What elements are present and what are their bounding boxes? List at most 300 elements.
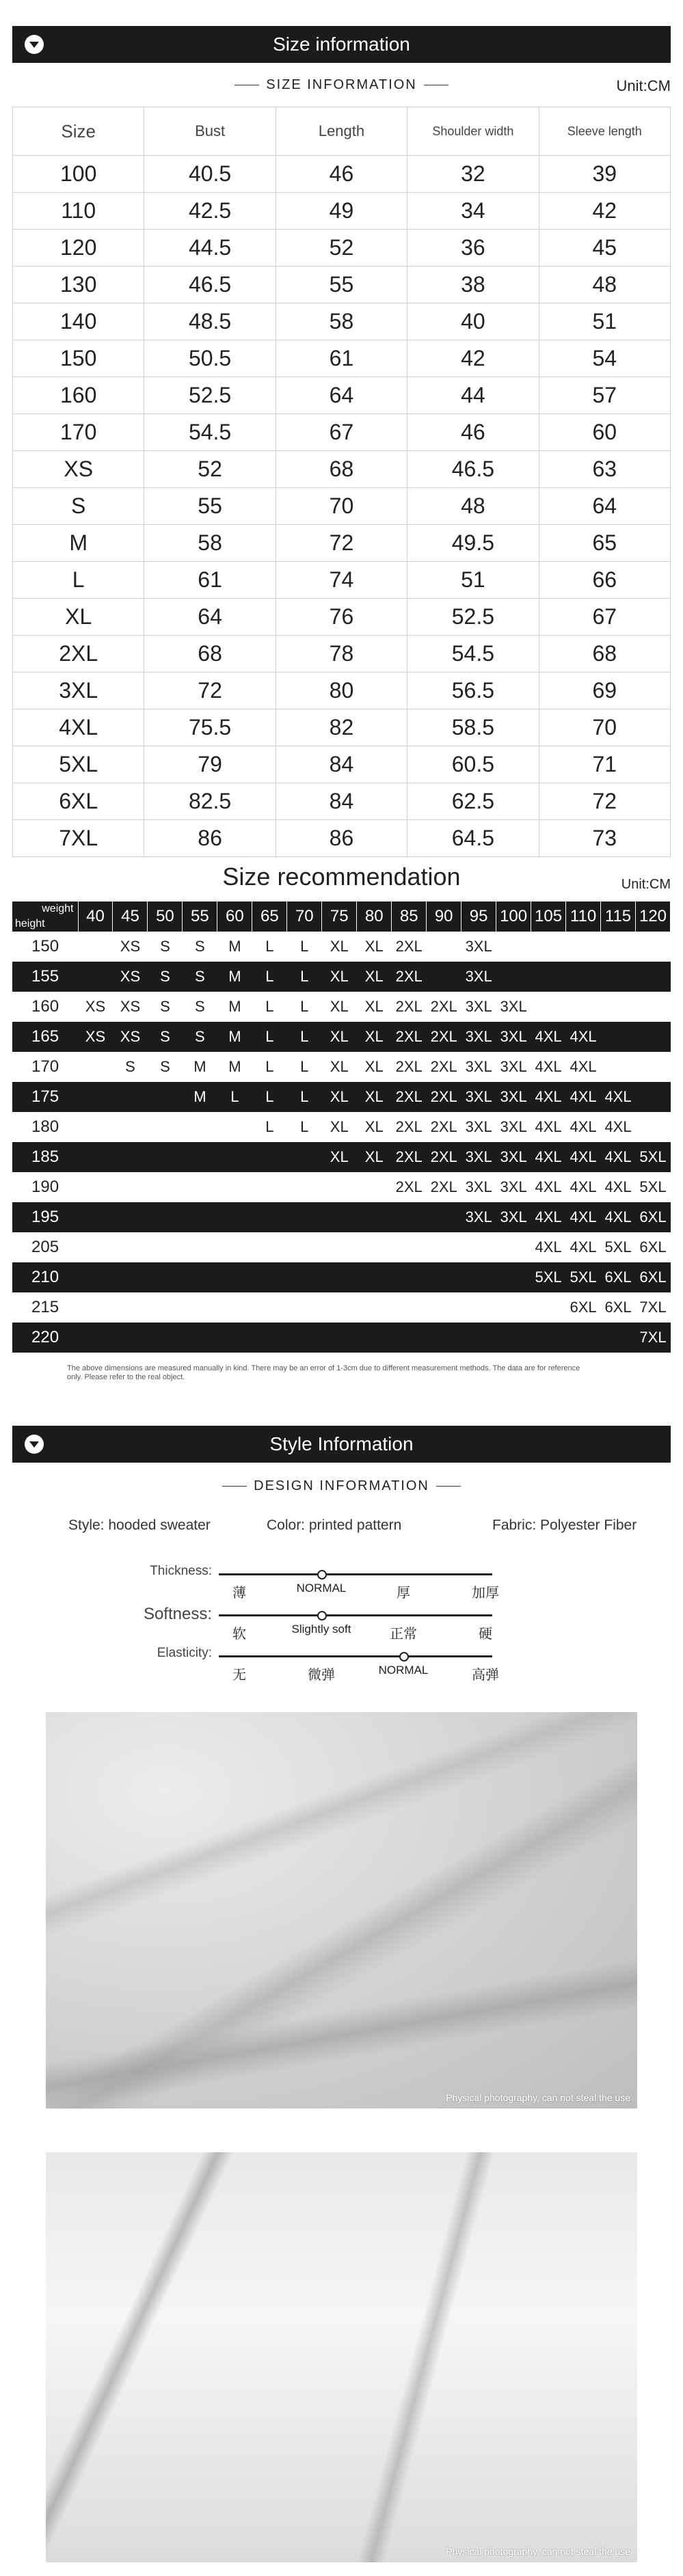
table-row (12, 1292, 671, 1323)
table-cell: 49.5 (407, 525, 539, 562)
size-cell (357, 1202, 392, 1232)
table-cell: 78 (276, 636, 407, 673)
size-cell: 2XL (395, 1178, 423, 1195)
table-cell: 42 (407, 340, 539, 377)
size-cell (148, 1262, 183, 1292)
table-cell: 170 (13, 414, 144, 451)
table-cell: 68 (539, 636, 670, 673)
table-cell: 61 (144, 562, 276, 599)
size-cell: 2XL (392, 1142, 427, 1172)
size-cell (601, 932, 636, 962)
table-cell: 50.5 (144, 340, 276, 377)
table-cell: 64 (144, 599, 276, 636)
table-row (12, 1232, 671, 1262)
size-cell: 3XL (461, 1202, 496, 1232)
scale-option: 薄 (232, 1586, 246, 1601)
size-recommendation-title: Size recommendation (222, 863, 461, 891)
corner-cell (12, 901, 78, 932)
size-cell (636, 1112, 671, 1142)
size-cell (287, 1172, 322, 1202)
size-cell (183, 1172, 217, 1202)
size-cell: S (195, 998, 205, 1015)
table-cell: 150 (13, 340, 144, 377)
size-cell: 2XL (430, 1058, 457, 1075)
table-cell: 120 (13, 230, 144, 267)
size-cell (148, 1202, 183, 1232)
table-row (13, 525, 671, 562)
table-cell: 51 (539, 303, 670, 340)
size-cell: 3XL (500, 1118, 527, 1135)
height-cell: 210 (12, 1262, 78, 1292)
table-cell: 2XL (13, 636, 144, 673)
size-cell (392, 1262, 427, 1292)
size-cell (287, 1292, 322, 1323)
size-cell (148, 1292, 183, 1323)
table-cell: 54.5 (407, 636, 539, 673)
size-cell (113, 1172, 148, 1202)
size-cell: 4XL (566, 1022, 601, 1052)
size-cell: 3XL (461, 1022, 496, 1052)
size-cell: XL (322, 962, 357, 992)
weight-header: 90 (427, 901, 461, 932)
size-cell: 6XL (636, 1262, 671, 1292)
size-cell: 4XL (531, 1202, 566, 1232)
size-cell (78, 1262, 113, 1292)
size-cell: XL (364, 1058, 384, 1075)
size-cell (148, 1172, 183, 1202)
size-cell (183, 1232, 217, 1262)
size-cell: 4XL (531, 1142, 566, 1172)
table-row (12, 1052, 671, 1082)
table-cell: 5XL (13, 746, 144, 783)
table-row (12, 1112, 671, 1142)
size-cell: L (252, 1022, 287, 1052)
size-cell: 6XL (604, 1299, 632, 1316)
table-cell: 48.5 (144, 303, 276, 340)
size-cell: S (195, 938, 205, 955)
table-cell: 70 (276, 488, 407, 525)
table-cell: 45 (539, 230, 670, 267)
size-cell (601, 1022, 636, 1052)
size-cell (601, 1052, 636, 1082)
table-cell: 40 (407, 303, 539, 340)
size-cell: S (160, 938, 170, 955)
scale-option: 硬 (479, 1627, 492, 1642)
size-cell: 4XL (601, 1082, 636, 1112)
size-cell (427, 1232, 461, 1262)
size-cell (461, 1292, 496, 1323)
size-cell: 3XL (496, 1142, 531, 1172)
table-cell: 58 (276, 303, 407, 340)
size-cell (531, 962, 566, 992)
size-cell (566, 962, 601, 992)
table-cell: 72 (276, 525, 407, 562)
size-cell (392, 1232, 427, 1262)
size-cell: 6XL (636, 1202, 671, 1232)
size-cell (252, 1323, 287, 1353)
size-cell: L (265, 938, 274, 955)
scale-line (219, 1655, 492, 1657)
table-cell: 79 (144, 746, 276, 783)
table-row (12, 1082, 671, 1112)
table-cell: 65 (539, 525, 670, 562)
table-cell: 58 (144, 525, 276, 562)
size-cell (148, 1082, 183, 1112)
style-info-title: Style Information (269, 1433, 414, 1454)
size-cell (78, 1292, 113, 1323)
size-cell (113, 1323, 148, 1353)
size-cell (322, 1232, 357, 1262)
size-table-header (13, 107, 671, 156)
table-cell: 110 (13, 193, 144, 230)
size-cell: 6XL (570, 1299, 597, 1316)
size-cell (496, 932, 531, 962)
height-cell: 150 (31, 937, 59, 955)
scale-option: 无 (232, 1668, 246, 1683)
column-header: Bust (144, 107, 276, 156)
size-cell (427, 932, 461, 962)
size-info-subheading: SIZE INFORMATION (0, 77, 683, 93)
size-cell: 4XL (570, 1238, 597, 1256)
height-cell: 165 (12, 1022, 78, 1052)
size-cell (636, 1022, 671, 1052)
table-cell: 60.5 (407, 746, 539, 783)
size-cell (287, 1232, 322, 1262)
size-cell: 5XL (639, 1178, 667, 1195)
size-cell (601, 1323, 636, 1353)
size-cell (601, 992, 636, 1022)
table-row (12, 1323, 671, 1353)
table-cell: 62.5 (407, 783, 539, 820)
size-cell (113, 1082, 148, 1112)
table-row (13, 156, 671, 193)
table-row (13, 451, 671, 488)
scale-option: 软 (232, 1627, 246, 1642)
table-cell: 71 (539, 746, 670, 783)
size-cell (287, 1323, 322, 1353)
size-cell (183, 1202, 217, 1232)
photo-caption: Physical photography, can not steal the use (446, 2546, 630, 2557)
table-cell: 32 (407, 156, 539, 193)
table-cell: 68 (276, 451, 407, 488)
size-cell (287, 1142, 322, 1172)
table-row (13, 709, 671, 746)
size-cell (217, 1323, 252, 1353)
table-cell: 100 (13, 156, 144, 193)
column-header: Size (13, 107, 144, 156)
size-cell (601, 962, 636, 992)
size-cell: 3XL (461, 1142, 496, 1172)
table-cell: 52.5 (144, 377, 276, 414)
size-cell (392, 1323, 427, 1353)
table-cell: 130 (13, 267, 144, 303)
size-table (12, 107, 671, 857)
size-cell: 5XL (604, 1238, 632, 1256)
size-cell: S (125, 1058, 135, 1075)
size-cell (461, 1232, 496, 1262)
size-cell: 2XL (392, 1022, 427, 1052)
size-cell (496, 1323, 531, 1353)
fabric-text: Fabric: Polyester Fiber (492, 1517, 637, 1533)
size-cell (566, 932, 601, 962)
weight-header: 95 (461, 901, 496, 932)
size-cell (357, 1172, 392, 1202)
size-cell (636, 992, 671, 1022)
size-cell: 7XL (636, 1323, 671, 1353)
size-cell (636, 1052, 671, 1082)
table-cell: 67 (539, 599, 670, 636)
scale-option: 厚 (397, 1586, 410, 1601)
table-cell: 48 (539, 267, 670, 303)
table-cell: 64 (276, 377, 407, 414)
weight-header: 70 (287, 901, 322, 932)
size-cell (427, 1262, 461, 1292)
scale-line (219, 1573, 492, 1575)
size-cell: 6XL (601, 1262, 636, 1292)
table-cell: 51 (407, 562, 539, 599)
size-cell: 3XL (465, 1058, 492, 1075)
column-header: Length (276, 107, 407, 156)
table-row (13, 193, 671, 230)
table-cell: 46 (407, 414, 539, 451)
table-cell: 64.5 (407, 820, 539, 857)
table-row (13, 562, 671, 599)
table-cell: XL (13, 599, 144, 636)
size-cell: 4XL (566, 1142, 601, 1172)
color-text: Color: printed pattern (267, 1517, 402, 1533)
table-cell: 86 (144, 820, 276, 857)
size-cell (252, 1172, 287, 1202)
table-cell: 58.5 (407, 709, 539, 746)
height-label: height (15, 918, 45, 930)
height-cell: 190 (31, 1178, 59, 1196)
table-cell: 68 (144, 636, 276, 673)
table-cell: 67 (276, 414, 407, 451)
size-cell (78, 932, 113, 962)
size-cell (78, 1082, 113, 1112)
table-row (13, 820, 671, 857)
table-cell: 74 (276, 562, 407, 599)
size-cell (322, 1292, 357, 1323)
weight-header: 120 (636, 901, 671, 932)
size-cell: 4XL (535, 1178, 562, 1195)
table-cell: 61 (276, 340, 407, 377)
size-cell (183, 1112, 217, 1142)
size-cell: 4XL (570, 1058, 597, 1075)
size-cell: 4XL (535, 1118, 562, 1135)
style-text: Style: hooded sweater (68, 1517, 211, 1533)
weight-header: 85 (392, 901, 427, 932)
table-cell: 52 (144, 451, 276, 488)
size-cell (531, 992, 566, 1022)
table-row (13, 267, 671, 303)
table-cell: XS (13, 451, 144, 488)
size-cell: 6XL (639, 1238, 667, 1256)
size-cell (78, 1323, 113, 1353)
table-row (12, 992, 671, 1022)
table-cell: 80 (276, 673, 407, 709)
size-cell: XL (322, 1142, 357, 1172)
size-cell (113, 1142, 148, 1172)
size-cell: 4XL (535, 1238, 562, 1256)
table-cell: 55 (144, 488, 276, 525)
size-cell (357, 1232, 392, 1262)
size-cell (322, 1172, 357, 1202)
height-cell: 170 (31, 1057, 59, 1076)
scale-label: Thickness: (150, 1564, 212, 1578)
table-cell: 54.5 (144, 414, 276, 451)
size-cell: S (160, 1058, 170, 1075)
table-cell: 39 (539, 156, 670, 193)
size-cell: 3XL (465, 938, 492, 955)
size-cell: 2XL (395, 998, 423, 1015)
size-cell: XL (357, 1082, 392, 1112)
size-cell: 4XL (570, 1178, 597, 1195)
table-cell: 49 (276, 193, 407, 230)
table-row (12, 1022, 671, 1052)
weight-header: 65 (252, 901, 287, 932)
size-cell: 2XL (430, 1178, 457, 1195)
size-cell: 5XL (566, 1262, 601, 1292)
table-cell: 76 (276, 599, 407, 636)
measurement-note: The above dimensions are measured manually in kind. There may be an error of 1-3cm due to different measurement methods. The data are for reference only. Please refer to the real object. (67, 1364, 580, 1381)
table-cell: 3XL (13, 673, 144, 709)
scale-label: Softness: (143, 1605, 212, 1623)
size-cell (322, 1202, 357, 1232)
size-cell: 3XL (496, 1022, 531, 1052)
height-cell: 160 (31, 997, 59, 1016)
size-cell (427, 1202, 461, 1232)
size-cell: 2XL (392, 1082, 427, 1112)
size-cell: 3XL (461, 1082, 496, 1112)
size-cell: 3XL (500, 998, 527, 1015)
weight-header: 55 (183, 901, 217, 932)
size-cell: 3XL (500, 1178, 527, 1195)
table-cell: 64 (539, 488, 670, 525)
size-cell: M (183, 1082, 217, 1112)
size-cell: 3XL (496, 1082, 531, 1112)
table-cell: 46.5 (144, 267, 276, 303)
size-cell: L (287, 962, 322, 992)
height-cell: 180 (31, 1117, 59, 1136)
table-cell: 84 (276, 746, 407, 783)
table-cell: 44 (407, 377, 539, 414)
size-cell (183, 1142, 217, 1172)
size-unit-label: Unit:CM (616, 77, 671, 94)
size-cell (357, 1292, 392, 1323)
table-cell: M (13, 525, 144, 562)
table-row (13, 673, 671, 709)
size-cell: XS (78, 1022, 113, 1052)
table-row (13, 340, 671, 377)
size-cell: XL (330, 1118, 349, 1135)
size-cell: L (300, 1118, 309, 1135)
fabric-photo (46, 2152, 637, 2562)
height-cell: 220 (12, 1323, 78, 1353)
size-cell: S (183, 1022, 217, 1052)
size-cell (287, 1262, 322, 1292)
table-row (13, 488, 671, 525)
size-cell: M (228, 1058, 241, 1075)
size-cell: M (217, 1022, 252, 1052)
scale-option: Slightly soft (291, 1623, 351, 1636)
table-cell: 44.5 (144, 230, 276, 267)
size-cell (113, 1292, 148, 1323)
size-cell: 4XL (531, 1082, 566, 1112)
table-cell: 34 (407, 193, 539, 230)
size-cell: XL (322, 1022, 357, 1052)
size-cell: 4XL (601, 1202, 636, 1232)
table-cell: 63 (539, 451, 670, 488)
size-cell (183, 1292, 217, 1323)
scale-option: 正常 (390, 1627, 417, 1642)
weight-header: 110 (566, 901, 601, 932)
table-cell: 54 (539, 340, 670, 377)
size-cell: M (193, 1058, 206, 1075)
table-cell: 72 (144, 673, 276, 709)
size-cell (287, 1202, 322, 1232)
size-cell (636, 932, 671, 962)
weight-header: 45 (113, 901, 148, 932)
size-cell (496, 1292, 531, 1323)
size-cell: XL (357, 1022, 392, 1052)
size-cell: L (265, 1118, 274, 1135)
table-row (13, 599, 671, 636)
size-cell (113, 1232, 148, 1262)
table-row (13, 414, 671, 451)
size-cell: 4XL (566, 1082, 601, 1112)
size-cell (252, 1142, 287, 1172)
size-cell: 3XL (465, 998, 492, 1015)
fabric-photo (46, 1712, 637, 2109)
table-cell: 7XL (13, 820, 144, 857)
size-cell: M (228, 938, 241, 955)
table-row (12, 962, 671, 992)
size-cell: XS (85, 998, 106, 1015)
size-cell (148, 1142, 183, 1172)
size-cell (78, 962, 113, 992)
table-row (12, 932, 671, 962)
size-cell (392, 1292, 427, 1323)
size-cell: L (265, 998, 274, 1015)
table-cell: 46.5 (407, 451, 539, 488)
size-cell (183, 1323, 217, 1353)
table-cell: 40.5 (144, 156, 276, 193)
size-cell: L (300, 998, 309, 1015)
size-cell: 3XL (500, 1058, 527, 1075)
size-cell: L (217, 1082, 252, 1112)
size-cell (531, 1323, 566, 1353)
table-cell: 48 (407, 488, 539, 525)
size-cell: 2XL (427, 1142, 461, 1172)
weight-header: 50 (148, 901, 183, 932)
table-cell: 72 (539, 783, 670, 820)
size-cell: 3XL (465, 1118, 492, 1135)
weight-header: 80 (357, 901, 392, 932)
size-cell (357, 1323, 392, 1353)
size-cell (427, 1292, 461, 1323)
size-cell: XS (113, 1022, 148, 1052)
weight-header: 100 (496, 901, 531, 932)
scale-option: 微弹 (308, 1668, 335, 1683)
size-cell (427, 962, 461, 992)
size-cell (113, 1262, 148, 1292)
size-cell (148, 1323, 183, 1353)
scale-indicator (317, 1611, 327, 1621)
size-cell: L (252, 962, 287, 992)
size-cell (78, 1052, 113, 1082)
size-cell (148, 1232, 183, 1262)
